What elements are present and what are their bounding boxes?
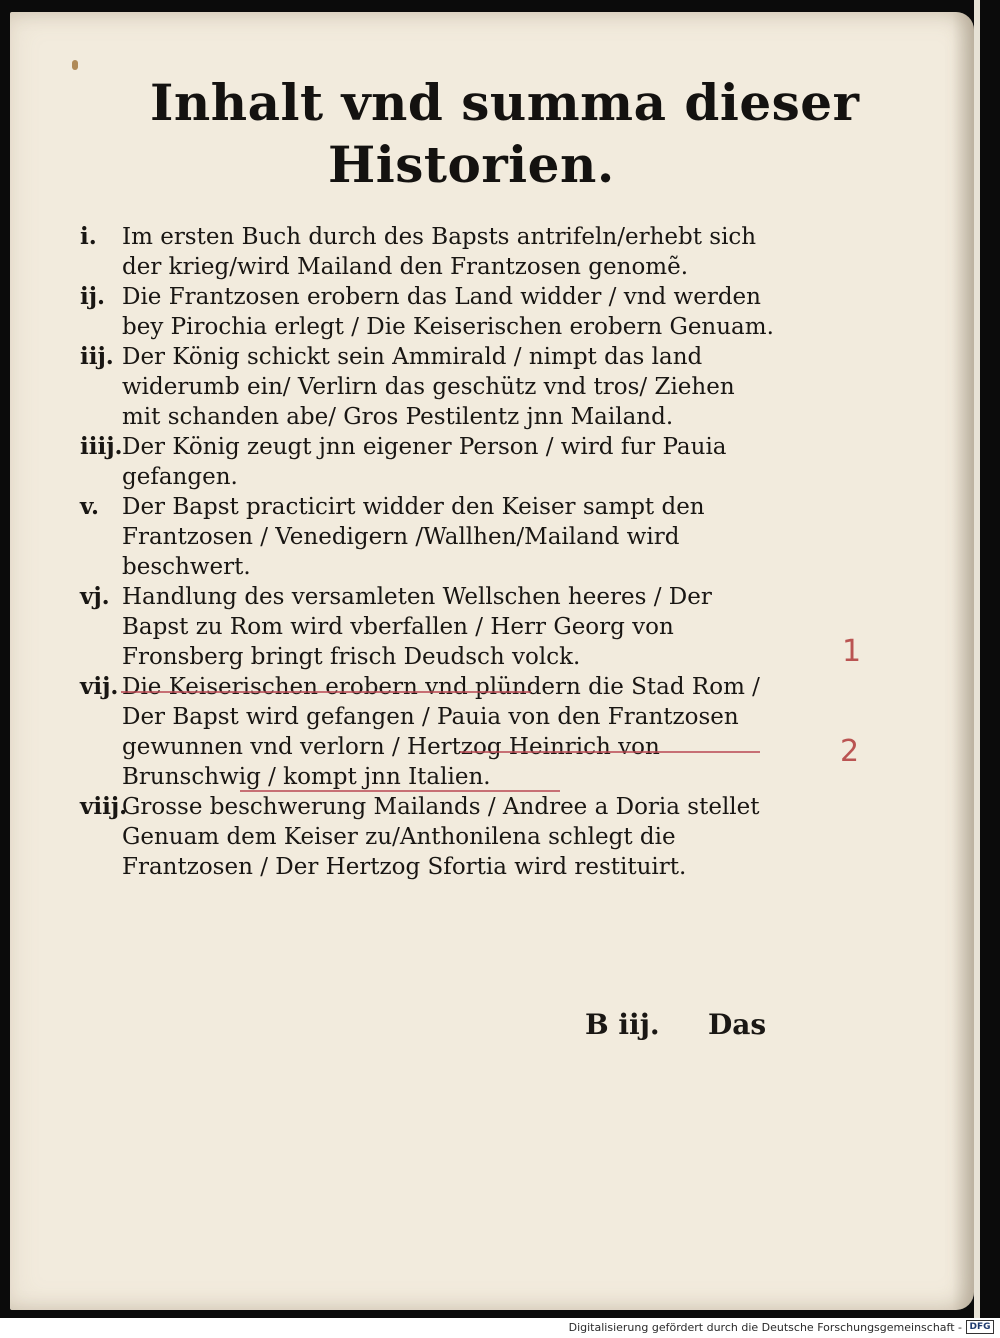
digitization-footer (0, 1318, 1000, 1338)
entry-text: Handlung des versamleten Wellschen heeres / Der Bapst zu Rom wird vberfallen / Herr Georg von Fronsberg bringt frisch Deudsch volck. (122, 584, 712, 670)
margin-note-2: 2 (840, 734, 860, 769)
scan-edge (974, 0, 980, 1318)
contents-list (80, 222, 780, 882)
pencil-underline (460, 751, 760, 753)
dfg-logo-icon: DFG (966, 1320, 994, 1334)
entry-number: ij. (80, 283, 106, 310)
page-title (150, 72, 870, 196)
contents-entry-8 (80, 792, 780, 882)
entry-number: i. (80, 223, 97, 250)
catchword: Das (708, 1008, 767, 1041)
entry-text: Die Frantzosen erobern das Land widder / vnd werden bey Pirochia erlegt / Die Keiserischen erobern Genuam. (122, 284, 774, 340)
title-line-2: Historien. (328, 135, 615, 194)
contents-entry-6 (80, 582, 780, 672)
contents-entry-4 (80, 432, 780, 492)
pencil-underline (121, 691, 531, 693)
entry-text: Der Bapst practicirt widder den Keiser sampt den Frantzosen / Venedigern /Wallhen/Mailand wird beschwert. (122, 494, 705, 580)
entry-number: iij. (80, 343, 114, 370)
entry-text: Der König schickt sein Ammirald / nimpt das land widerumb ein/ Verlirn das geschütz vnd tros/ Ziehen mit schanden abe/ Gros Pestilentz jnn Mailand. (122, 344, 735, 430)
entry-number: vj. (80, 583, 110, 610)
contents-entry-1 (80, 222, 780, 282)
footer-credit: Digitalisierung gefördert durch die Deutsche Forschungsgemeinschaft - (568, 1321, 962, 1334)
contents-entry-7 (80, 672, 780, 792)
entry-text: Im ersten Buch durch des Bapsts antrifeln/erhebt sich der krieg/wird Mailand den Frantzosen genomẽ. (122, 224, 757, 280)
signature-mark: B iij. (585, 1008, 660, 1041)
ink-spot (72, 60, 78, 70)
contents-entry-2 (80, 282, 780, 342)
entry-number: iiij. (80, 433, 123, 460)
pencil-underline (240, 790, 560, 792)
contents-entry-3 (80, 342, 780, 432)
entry-text: Die Keiserischen erobern vnd plündern die Stad Rom / Der Bapst wird gefangen / Pauia von den Frantzosen gewunnen vnd verlorn / Hertzog Heinrich von Brunschwig / kompt jnn Italien. (122, 674, 760, 790)
contents-entry-5 (80, 492, 780, 582)
entry-text: Grosse beschwerung Mailands / Andree a Doria stellet Genuam dem Keiser zu/Anthonilena schlegt die Frantzosen / Der Hertzog Sfortia wird restituirt. (122, 794, 760, 880)
margin-note-1: 1 (842, 634, 862, 669)
title-line-1: Inhalt vnd summa dieser (150, 73, 860, 132)
entry-number: vij. (80, 673, 119, 700)
entry-number: viij. (80, 793, 128, 820)
entry-text: Der König zeugt jnn eigener Person / wird fur Pauia gefangen. (122, 434, 727, 490)
entry-number: v. (80, 493, 100, 520)
